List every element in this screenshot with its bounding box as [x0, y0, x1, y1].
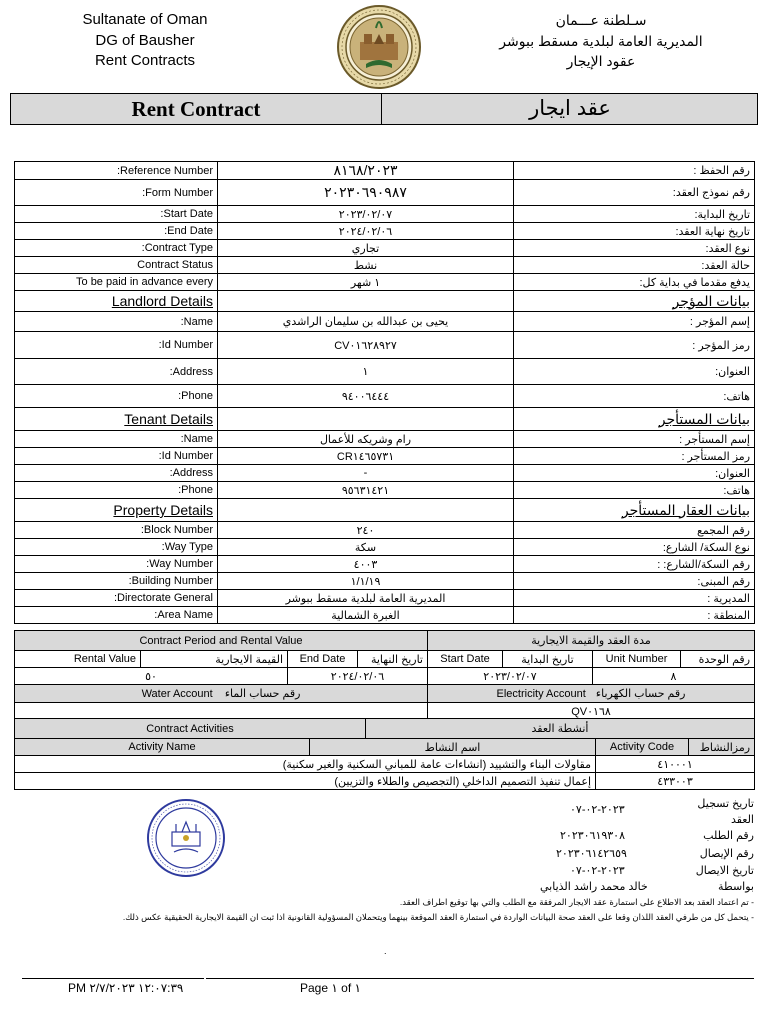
label-en: :Phone [15, 482, 218, 499]
rental-value-ar: القيمة الايجارية [141, 651, 288, 668]
start-date-en: Start Date [428, 651, 503, 668]
title-arabic: عقد ايجار [529, 97, 611, 120]
label-en: :Way Type [15, 539, 218, 556]
end-date-en: End Date [288, 651, 358, 668]
label-en: :Block Number [15, 522, 218, 539]
label-ar: نوع العقد: [514, 240, 755, 257]
rental-value: ٥٠ [15, 668, 288, 685]
label-ar: نوع السكة/ الشارع: [514, 539, 755, 556]
label-ar: رقم المبنى: [514, 573, 755, 590]
label-ar: تاريخ البداية: [514, 206, 755, 223]
end-date-value: ٢٠٢٤/٠٢/٠٦ [288, 668, 428, 685]
start-date-value: ٢٠٢٣/٠٢/٠٧ [428, 668, 593, 685]
accounts-header-row [15, 685, 755, 703]
table-row [15, 539, 755, 556]
header-ar-line: سـلطنة عـــمان [555, 12, 647, 28]
header-english [60, 10, 230, 72]
note-text: يتحمل كل من طرفي العقد اللذان وقعا على العقد صحة البيانات الواردة في استمارة العقد الموقعة بينهما ويتحملان المسؤولية القانونية اذا ثبت ان القيمة الايجارية الحقيقية عكس ذلك. [122, 912, 749, 922]
issued-by-value: خالد محمد راشد الذيابي [540, 881, 648, 893]
receipt-number-value: ٢٠٢٣٠٦١٤٢٦٥٩ [556, 848, 627, 860]
tenant-address-value: - [218, 465, 514, 482]
title-divider [381, 94, 382, 124]
label-en: :Id Number [15, 332, 218, 359]
section-header-landlord [15, 291, 755, 312]
activity-code-en: Activity Code [596, 739, 689, 756]
section-header-property [15, 499, 755, 522]
label-ar: رمز المؤجر : [514, 332, 755, 359]
label-ar: رقم المجمع [514, 522, 755, 539]
tenant-phone-value: ٩٥٦٣١٤٢١ [218, 482, 514, 499]
activity-code: ٤١٠٠٠١ [596, 756, 755, 773]
contract-status-value: نشط [218, 257, 514, 274]
accounts-values-row [15, 703, 755, 720]
tenant-name-value: رام وشريكه للأعمال [218, 431, 514, 448]
section-title-ar: بيانات العقار المستأجر [514, 499, 755, 522]
table-row [15, 482, 755, 499]
table-row [15, 359, 755, 385]
label-ar: حالة العقد: [514, 257, 755, 274]
label-en: :Name [15, 431, 218, 448]
payment-period-value: ١ شهر [218, 274, 514, 291]
table-row [15, 180, 755, 206]
empty-cell [218, 408, 514, 431]
section-title-ar: بيانات المستأجر [514, 408, 755, 431]
landlord-phone-value: ٩٤٠٠٦٤٤٤ [218, 385, 514, 408]
water-account-ar: رقم حساب الماء [224, 688, 301, 700]
unit-number-value: ٨ [593, 668, 755, 685]
tenant-id-value: CR١٤٦٥٧٣١ [218, 448, 514, 465]
table-row [15, 431, 755, 448]
header-arabic [486, 10, 716, 72]
dot-mark: . [384, 946, 387, 956]
header-ar-line: عقود الإيجار [566, 53, 636, 69]
label-ar: تاريخ نهاية العقد: [514, 223, 755, 240]
electricity-account-ar: رقم حساب الكهرباء [595, 688, 686, 700]
activity-name-ar: اسم النشاط [310, 739, 596, 756]
label-en: Contract Status [15, 257, 218, 274]
label-ar: المنطقة : [514, 607, 755, 624]
building-number-value: ١/١/١٩ [218, 573, 514, 590]
table-row [15, 756, 755, 773]
footer-line-left [22, 978, 204, 979]
unit-number-ar: رقم الوحدة [681, 651, 755, 668]
footer-line-right [206, 978, 754, 979]
table-row [15, 556, 755, 573]
oman-emblem-logo [336, 4, 422, 90]
section-title-en: Property Details [15, 499, 218, 522]
note-1 [14, 896, 754, 909]
table-row [15, 206, 755, 223]
block-number-value: ٢٤٠ [218, 522, 514, 539]
table-row [15, 223, 755, 240]
label-en: :Building Number [15, 573, 218, 590]
table-row [15, 332, 755, 359]
section-title-ar: بيانات المؤجر [514, 291, 755, 312]
table-row [15, 573, 755, 590]
request-number-value: ٢٠٢٣٠٦١٩٣٠٨ [560, 830, 625, 842]
label-en: :Phone [15, 385, 218, 408]
directorate-value: المديرية العامة لبلدية مسقط ببوشر [218, 590, 514, 607]
start-date-ar: تاريخ البداية [503, 651, 593, 668]
landlord-address-value: ١ [218, 359, 514, 385]
title-english: Rent Contract [131, 97, 261, 121]
start-date-value: ٢٠٢٣/٠٢/٠٧ [218, 206, 514, 223]
activity-code-ar: رمزالنشاط [689, 739, 755, 756]
title-bar [10, 93, 758, 125]
period-title-row [15, 631, 755, 651]
section-title-en: Landlord Details [15, 291, 218, 312]
electricity-account-label [428, 685, 755, 703]
electricity-account-value: QV٠١٦٨ [428, 703, 755, 720]
period-title-en: Contract Period and Rental Value [15, 631, 428, 651]
way-number-value: ٤٠٠٣ [218, 556, 514, 573]
activities-table [14, 718, 755, 790]
unit-number-en: Unit Number [593, 651, 681, 668]
footer-page: Page ١ of ١ [300, 981, 361, 995]
table-row [15, 240, 755, 257]
label-ar: رقم نموذج العقد: [514, 180, 755, 206]
table-row [15, 274, 755, 291]
label-ar: رقم الحفظ : [514, 162, 755, 180]
bullet: - [751, 912, 754, 922]
contract-type-value: تجاري [218, 240, 514, 257]
label-ar: المديرية : [514, 590, 755, 607]
table-row [15, 257, 755, 274]
activity-name: مقاولات البناء والتشييد (انشاءات عامة للمباني السكنية والغير سكنية) [15, 756, 596, 773]
landlord-name-value: يحيى بن عبدالله بن سليمان الراشدي [218, 312, 514, 332]
water-account-label [15, 685, 428, 703]
empty-cell [218, 291, 514, 312]
receipt-number-label: رقم الإيصال [699, 848, 754, 860]
note-text: تم اعتماد العقد بعد الاطلاع على استمارة عقد الايجار المرفقة مع الطلب والتي بها توقيع اطراف العقد. [399, 897, 749, 907]
landlord-id-value: CV٠١٦٢٨٩٢٧ [218, 332, 514, 359]
header-en-line: Sultanate of Oman [82, 11, 208, 28]
period-rental-table [14, 630, 755, 720]
area-name-value: الغبرة الشمالية [218, 607, 514, 624]
table-row [15, 607, 755, 624]
table-row [15, 773, 755, 790]
label-en: :Start Date [15, 206, 218, 223]
header-en-line: Rent Contracts [94, 52, 196, 69]
period-header-row [15, 651, 755, 668]
table-row [15, 522, 755, 539]
rental-value-en: Rental Value [15, 651, 141, 668]
issued-by-label: بواسطة [718, 881, 754, 893]
water-account-value [15, 703, 428, 720]
note-2 [14, 911, 754, 924]
header-ar-line: المديرية العامة لبلدية مسقط ببوشر [499, 32, 703, 49]
label-ar: إسم المستأجر : [514, 431, 755, 448]
label-en: :Directorate General [15, 590, 218, 607]
section-header-tenant [15, 408, 755, 431]
label-en: :Contract Type [15, 240, 218, 257]
footer-timestamp: PM ١٢:٠٧:٣٩ ٢/٧/٢٠٢٣ [68, 981, 184, 995]
way-type-value: سكة [218, 539, 514, 556]
label-en: :Id Number [15, 448, 218, 465]
label-ar: هاتف: [514, 385, 755, 408]
activities-header-row [15, 739, 755, 756]
table-row [15, 590, 755, 607]
label-en: :Area Name [15, 607, 218, 624]
empty-cell [218, 499, 514, 522]
label-ar: العنوان: [514, 465, 755, 482]
registration-date-value: ٢٠٢٣-٠٢-٠٧ [570, 804, 625, 816]
activity-name: إعمال تنفيذ التصميم الداخلي (التجصيص والطلاء والتزيين) [15, 773, 596, 790]
table-row [15, 465, 755, 482]
activity-name-en: Activity Name [15, 739, 310, 756]
contract-details-table [14, 161, 755, 624]
label-en: :Name [15, 312, 218, 332]
label-en: :End Date [15, 223, 218, 240]
label-en: :Form Number [15, 180, 218, 206]
end-date-value: ٢٠٢٤/٠٢/٠٦ [218, 223, 514, 240]
label-ar: رقم السكة/الشارع: : [514, 556, 755, 573]
reference-number-value: ٨١٦٨/٢٠٢٣ [218, 162, 514, 180]
activities-title-row [15, 719, 755, 739]
activity-code: ٤٣٣٠٠٣ [596, 773, 755, 790]
table-row [15, 312, 755, 332]
activities-title-en: Contract Activities [15, 719, 366, 739]
receipt-date-label: تاريخ الايصال [695, 865, 754, 877]
label-ar: رمز المستأجر : [514, 448, 755, 465]
request-number-label: رقم الطلب [703, 830, 754, 842]
water-account-en: Water Account [141, 688, 213, 700]
registration-date-label: تاريخ تسجيل العقد [697, 798, 754, 826]
table-row [15, 162, 755, 180]
section-title-en: Tenant Details [15, 408, 218, 431]
activities-title-ar: أنشطة العقد [366, 719, 755, 739]
table-row [15, 448, 755, 465]
label-en: :Reference Number [15, 162, 218, 180]
end-date-ar: تاريخ النهاية [358, 651, 428, 668]
label-en: :Address [15, 359, 218, 385]
label-ar: يدفع مقدما في بداية كل: [514, 274, 755, 291]
receipt-date-value: ٢٠٢٣-٠٢-٠٧ [570, 865, 625, 877]
label-ar: إسم المؤجر : [514, 312, 755, 332]
label-en: :Way Number [15, 556, 218, 573]
label-en: :Address [15, 465, 218, 482]
label-ar: هاتف: [514, 482, 755, 499]
form-number-value: ٢٠٢٣٠٦٩٠٩٨٧ [218, 180, 514, 206]
period-values-row [15, 668, 755, 685]
bullet: - [751, 897, 754, 907]
label-en: To be paid in advance every [15, 274, 218, 291]
table-row [15, 385, 755, 408]
electricity-account-en: Electricity Account [496, 688, 586, 700]
official-stamp [146, 798, 226, 878]
period-title-ar: مدة العقد والقيمة الايجارية [428, 631, 755, 651]
label-ar: العنوان: [514, 359, 755, 385]
header-en-line: DG of Bausher [95, 31, 195, 49]
